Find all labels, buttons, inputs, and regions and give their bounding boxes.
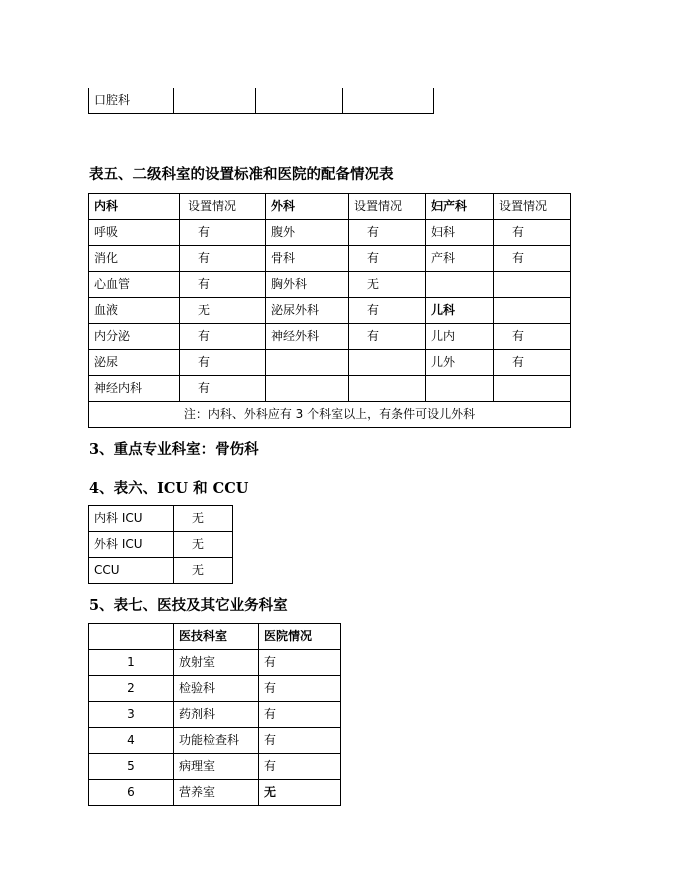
table-cell: 有	[180, 220, 266, 246]
table-cell: 产科	[426, 246, 494, 272]
table-cell	[494, 298, 571, 324]
table-cell: 有	[180, 324, 266, 350]
table-cell: 消化	[89, 246, 180, 272]
table-cell: 有	[494, 350, 571, 376]
department-table	[88, 193, 571, 428]
table-note-row	[89, 402, 571, 428]
table-cell: 泌尿外科	[266, 298, 349, 324]
table-cell: 有	[259, 702, 341, 728]
table-cell: 呼吸	[89, 220, 180, 246]
table-cell	[266, 376, 349, 402]
table-cell: 营养室	[174, 780, 259, 806]
table-row	[89, 324, 571, 350]
table-cell: 儿内	[426, 324, 494, 350]
table-cell: 有	[259, 650, 341, 676]
table-header-row	[89, 624, 341, 650]
table-cell: 有	[494, 246, 571, 272]
icu-ccu-table	[88, 505, 233, 584]
table-cell: 药剂科	[174, 702, 259, 728]
table-cell: 内科 ICU	[89, 506, 174, 532]
table-cell: 有	[349, 324, 426, 350]
table-row	[89, 88, 434, 114]
table-note: 注：内科、外科应有 3 个科室以上，有条件可设儿外科	[89, 402, 571, 428]
column-header: 妇产科	[426, 194, 494, 220]
table-cell: 口腔科	[89, 88, 174, 114]
column-header: 设置情况	[349, 194, 426, 220]
table-cell	[174, 88, 256, 114]
table-cell: CCU	[89, 558, 174, 584]
table-cell: 泌尿	[89, 350, 180, 376]
table-cell: 有	[349, 246, 426, 272]
table-cell: 有	[494, 324, 571, 350]
table-cell: 检验科	[174, 676, 259, 702]
table-cell	[494, 272, 571, 298]
table-cell: 有	[349, 298, 426, 324]
table-row	[89, 376, 571, 402]
row-number: 1	[89, 650, 174, 676]
table-cell: 骨科	[266, 246, 349, 272]
table-cell: 血液	[89, 298, 180, 324]
column-header: 设置情况	[494, 194, 571, 220]
table-row	[89, 298, 571, 324]
table-row	[89, 220, 571, 246]
section-heading-table7: 5、表七、医技及其它业务科室	[89, 597, 288, 614]
section-heading-key-department: 3、重点专业科室：骨伤科	[89, 441, 259, 458]
table-cell	[349, 376, 426, 402]
table-cell: 功能检查科	[174, 728, 259, 754]
table-cell	[426, 272, 494, 298]
row-number: 5	[89, 754, 174, 780]
table-cell: 无	[259, 780, 341, 806]
column-header: 外科	[266, 194, 349, 220]
table-cell: 有	[180, 376, 266, 402]
table-cell: 外科 ICU	[89, 532, 174, 558]
table-cell: 有	[259, 754, 341, 780]
table-cell	[426, 376, 494, 402]
table-cell: 有	[259, 728, 341, 754]
row-number: 6	[89, 780, 174, 806]
table-row	[89, 272, 571, 298]
table-cell: 病理室	[174, 754, 259, 780]
table-cell: 有	[180, 246, 266, 272]
row-number: 4	[89, 728, 174, 754]
table-cell: 神经内科	[89, 376, 180, 402]
table-row	[89, 506, 233, 532]
table-row	[89, 702, 341, 728]
table-cell: 无	[174, 506, 233, 532]
table-row	[89, 532, 233, 558]
table-row	[89, 650, 341, 676]
table-row	[89, 728, 341, 754]
top-table	[88, 88, 434, 114]
table-cell: 妇科	[426, 220, 494, 246]
table-cell: 无	[349, 272, 426, 298]
medical-tech-table	[88, 623, 341, 806]
table-cell	[256, 88, 343, 114]
table-cell: 儿外	[426, 350, 494, 376]
table-cell	[266, 350, 349, 376]
table-cell: 内分泌	[89, 324, 180, 350]
table-row	[89, 350, 571, 376]
table-cell: 有	[180, 272, 266, 298]
table-header-row	[89, 194, 571, 220]
table-cell: 有	[259, 676, 341, 702]
table-cell: 有	[494, 220, 571, 246]
table-cell: 神经外科	[266, 324, 349, 350]
table-cell: 无	[174, 558, 233, 584]
table-cell: 儿科	[426, 298, 494, 324]
table-cell: 有	[180, 350, 266, 376]
table-row	[89, 754, 341, 780]
table-row	[89, 246, 571, 272]
column-header: 内科	[89, 194, 180, 220]
table-cell	[343, 88, 434, 114]
row-number: 2	[89, 676, 174, 702]
section-heading-table6: 4、表六、ICU 和 CCU	[89, 480, 249, 497]
table-row	[89, 676, 341, 702]
table-row	[89, 558, 233, 584]
table-cell	[494, 376, 571, 402]
table-cell: 腹外	[266, 220, 349, 246]
column-header: 设置情况	[180, 194, 266, 220]
table-row	[89, 780, 341, 806]
section-heading-table5: 表五、二级科室的设置标准和医院的配备情况表	[89, 166, 394, 183]
table-cell: 心血管	[89, 272, 180, 298]
table-cell: 无	[174, 532, 233, 558]
column-header: 医技科室	[174, 624, 259, 650]
row-number: 3	[89, 702, 174, 728]
table-cell	[349, 350, 426, 376]
table-cell: 无	[180, 298, 266, 324]
table-cell: 胸外科	[266, 272, 349, 298]
column-header	[89, 624, 174, 650]
column-header: 医院情况	[259, 624, 341, 650]
table-cell: 放射室	[174, 650, 259, 676]
table-cell: 有	[349, 220, 426, 246]
